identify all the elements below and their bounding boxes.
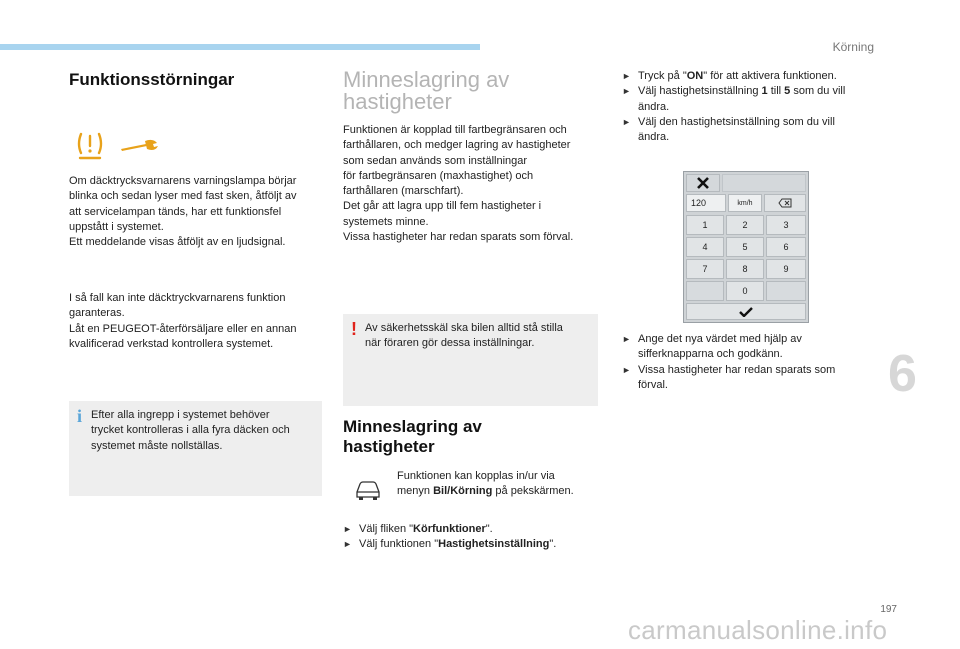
text-fragment: Ange det nya värdet med hjälp av: [638, 333, 802, 345]
menu-item-name: Körfunktioner: [413, 523, 486, 535]
car-menu-text: [397, 469, 607, 500]
speed-memory-paragraph: [343, 123, 603, 245]
text-fragment: ".: [485, 523, 493, 535]
text-line: Funktionen kan kopplas in/ur via: [397, 470, 555, 482]
key-6[interactable]: 6: [766, 237, 806, 257]
info-icon: i: [77, 406, 83, 426]
text-line: kvalificerad verkstad kontrollera systemet.: [69, 337, 274, 350]
text-line: [397, 484, 607, 499]
wrench-icon: [121, 140, 158, 151]
guarantee-paragraph: [69, 291, 329, 352]
arrow-bullet-icon: ►: [622, 334, 631, 344]
text-fragment: Välj funktionen ": [359, 538, 439, 551]
menu-item-name: Hastighetsinställning: [438, 538, 550, 551]
unit-label: km/h: [728, 194, 762, 212]
key-8[interactable]: 8: [726, 259, 764, 279]
arrow-bullet-icon: ►: [343, 524, 352, 534]
tire-pressure-warning-icon: [79, 134, 101, 158]
header-blank: [722, 174, 806, 192]
text-line: farthållaren (marschfart).: [343, 185, 464, 198]
title-speed-memory: [343, 69, 509, 113]
key-9[interactable]: 9: [766, 259, 806, 279]
title-line: Minneslagring av: [343, 417, 482, 436]
arrow-bullet-icon: ►: [622, 364, 631, 375]
key-1[interactable]: 1: [686, 215, 724, 235]
malfunction-paragraph: [69, 174, 329, 250]
safety-warning-note: [343, 314, 598, 406]
text-fragment: sifferknapparna och godkänn.: [638, 348, 783, 361]
text-line: systemet måste nollställas.: [91, 439, 223, 452]
header-accent-bar: [0, 44, 480, 50]
key-3[interactable]: 3: [766, 215, 806, 235]
title-speed-memory-2: [343, 417, 482, 457]
chapter-number: 6: [888, 345, 917, 403]
text-fragment: " för att aktivera funktionen.: [703, 70, 837, 82]
arrow-bullet-icon: ►: [622, 116, 631, 127]
warning-icon: !: [351, 319, 357, 339]
text-fragment: Tryck på ": [638, 70, 687, 82]
text-fragment: på pekskärmen.: [492, 485, 574, 498]
text-line: I så fall kan inte däcktryckvarnarens funktion: [69, 292, 286, 304]
key-blank-right: [766, 281, 806, 301]
text-fragment: förval.: [638, 378, 668, 391]
info-note: [69, 401, 322, 496]
title-malfunctions: Funktionsstörningar: [69, 70, 235, 89]
text-line: Efter alla ingrepp i systemet behöver: [91, 409, 270, 421]
text-fragment: Välj hastighetsinställning: [638, 85, 762, 98]
key-blank-left: [686, 281, 724, 301]
page-number: 197: [880, 604, 897, 615]
text-line: Det går att lagra upp till fem hastigheter i: [343, 200, 542, 213]
text-fragment: till: [767, 85, 785, 98]
step-list-middle: [343, 522, 608, 553]
text-fragment: Vissa hastigheter har redan sparats som: [638, 363, 836, 376]
list-item: [622, 115, 872, 146]
number: 5: [784, 85, 791, 98]
key-2[interactable]: 2: [726, 215, 764, 235]
text-line: uppstått i systemet.: [69, 220, 164, 233]
text-fragment: Välj fliken ": [359, 523, 414, 535]
close-icon: [696, 177, 710, 189]
title-line: hastigheter: [343, 437, 435, 456]
step-list-right-top: [622, 69, 872, 145]
title-line: Minneslagring av: [343, 67, 510, 92]
text-fragment: som du vill: [790, 85, 846, 98]
key-7[interactable]: 7: [686, 259, 724, 279]
text-line: för fartbegränsaren (maxhastighet) och: [343, 169, 534, 182]
text-fragment: menyn: [397, 485, 434, 498]
list-item: [622, 363, 877, 394]
speed-value-display: 120: [686, 194, 726, 212]
backspace-key[interactable]: [764, 194, 806, 212]
text-line: blinka och sedan lyser med fast sken, åtföljt av: [69, 190, 297, 203]
list-item: [343, 522, 608, 537]
text-line: farthållaren, och medger lagring av hastigheter: [343, 139, 571, 152]
watermark: carmanualsonline.info: [628, 615, 888, 645]
close-key[interactable]: [686, 174, 720, 192]
text-fragment: ".: [549, 538, 557, 551]
list-item: [622, 84, 872, 115]
step-list-right-bottom: [622, 332, 877, 393]
section-name: Körning: [832, 40, 874, 54]
text-line: Låt en PEUGEOT-återförsäljare eller en annan: [69, 322, 297, 335]
backspace-icon: [778, 198, 792, 208]
text-line: Om däcktrycksvarnarens varningslampa börjar: [69, 175, 297, 187]
text-line: systemets minne.: [343, 215, 429, 228]
title-line: hastigheter: [343, 89, 452, 114]
text-fragment: ändra.: [638, 131, 670, 144]
button-name: ON: [686, 70, 704, 82]
text-line: Av säkerhetsskäl ska bilen alltid stå stilla: [365, 322, 563, 334]
text-line: som sedan används som inställningar: [343, 154, 528, 167]
arrow-bullet-icon: ►: [622, 71, 631, 81]
number: 1: [761, 85, 768, 98]
speed-keypad-screen: [683, 171, 809, 323]
text-line: garanteras.: [69, 307, 125, 320]
text-line: Vissa hastigheter har redan sparats som förval.: [343, 231, 574, 244]
text-fragment: Välj den hastighetsinställning som du vill: [638, 115, 835, 128]
key-4[interactable]: 4: [686, 237, 724, 257]
car-icon: [353, 479, 383, 501]
checkmark-icon: [739, 307, 753, 317]
key-5[interactable]: 5: [726, 237, 764, 257]
menu-path: Bil/Körning: [433, 485, 493, 498]
text-fragment: ändra.: [638, 100, 670, 113]
text-line: trycket kontrolleras i alla fyra däcken och: [91, 424, 290, 437]
list-item: [622, 332, 877, 363]
warning-icons: [76, 130, 166, 162]
list-item: [622, 69, 872, 84]
text-line: Funktionen är kopplad till fartbegränsaren och: [343, 124, 567, 136]
arrow-bullet-icon: ►: [622, 86, 631, 97]
confirm-key[interactable]: [686, 303, 806, 320]
arrow-bullet-icon: ►: [343, 539, 352, 550]
text-line: Ett meddelande visas åtföljt av en ljudsignal.: [69, 236, 286, 249]
text-line: när föraren gör dessa inställningar.: [365, 337, 535, 350]
key-0[interactable]: 0: [726, 281, 764, 301]
list-item: [343, 537, 608, 552]
text-line: att servicelampan tänds, har ett funktionsfel: [69, 205, 282, 218]
